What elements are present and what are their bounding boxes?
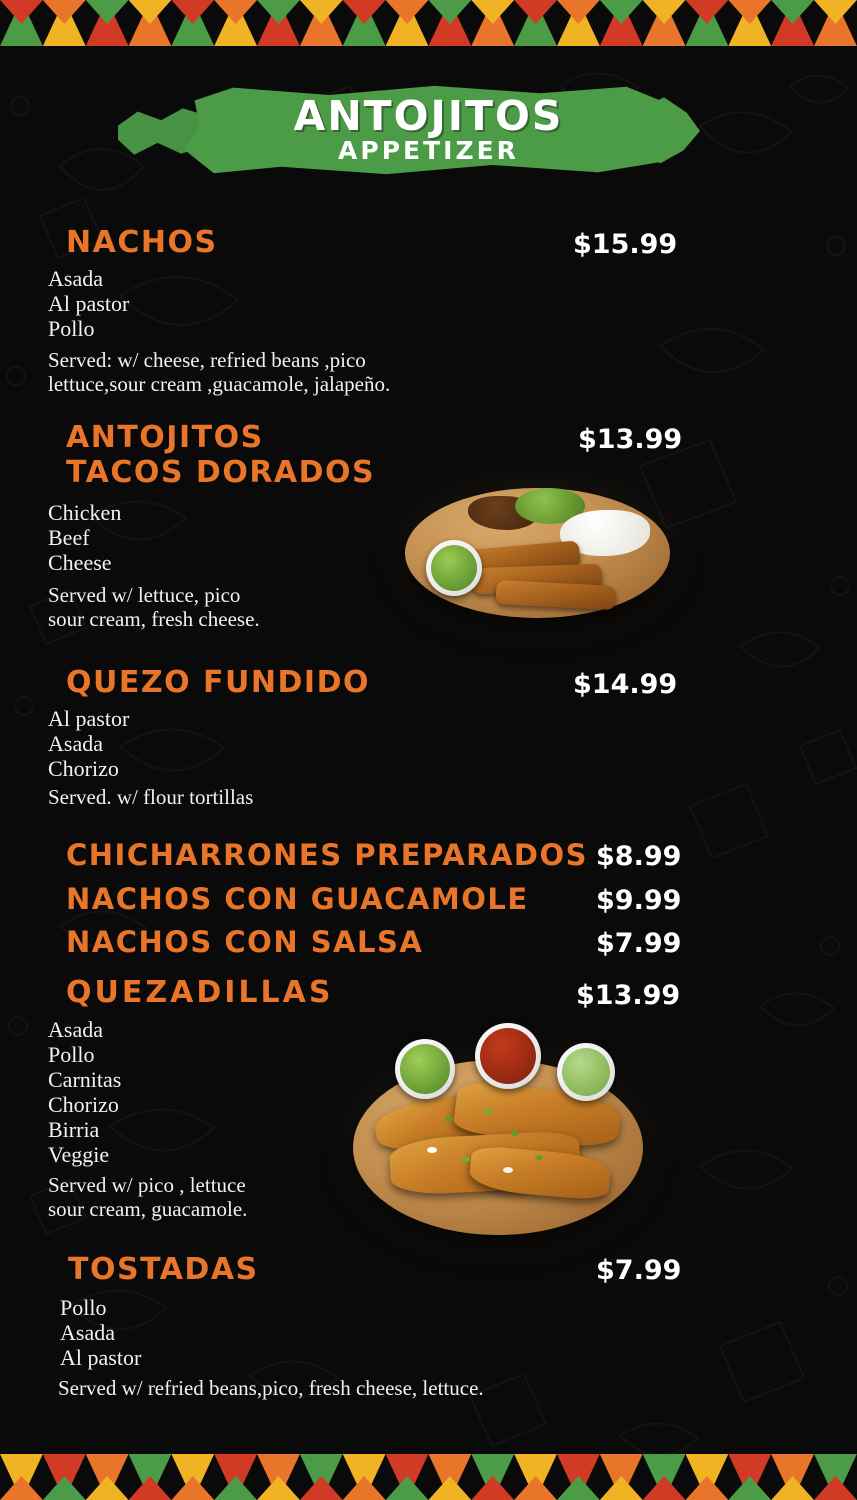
border-triangle <box>471 1476 514 1500</box>
item-option: Pollo <box>60 1295 107 1320</box>
border-triangle <box>0 0 43 24</box>
item-served-note: Served: w/ cheese, refried beans ,pico <box>48 348 366 372</box>
border-triangle <box>300 1476 343 1500</box>
border-triangle <box>386 0 429 24</box>
border-triangle <box>643 1476 686 1500</box>
border-triangle <box>171 1476 214 1500</box>
border-triangle <box>600 0 643 24</box>
border-triangle <box>428 0 471 24</box>
item-name: NACHOS CON SALSA <box>66 925 424 959</box>
item-option: Beef <box>48 525 90 550</box>
item-name: TOSTADAS <box>68 1252 259 1287</box>
menu-item-nachos[interactable] <box>48 225 808 396</box>
item-option: Chorizo <box>48 1092 119 1117</box>
page-subtitle: APPETIZER <box>338 136 519 165</box>
item-name: QUEZO FUNDIDO <box>66 665 370 700</box>
border-triangle <box>43 0 86 24</box>
menu-item-chicharrones-preparados[interactable] <box>48 838 808 872</box>
item-option: Al pastor <box>48 706 130 731</box>
item-price: $7.99 <box>596 928 682 959</box>
item-price: $7.99 <box>596 1255 682 1286</box>
border-triangle <box>86 1476 129 1500</box>
item-name: NACHOS <box>66 225 218 260</box>
quesadillas-photo <box>335 1005 655 1255</box>
item-price: $8.99 <box>596 841 682 872</box>
border-triangle <box>557 0 600 24</box>
item-option: Cheese <box>48 550 112 575</box>
top-decorative-border <box>0 0 857 46</box>
tacos-dorados-photo <box>400 480 675 630</box>
item-served-note: Served w/ lettuce, pico <box>48 583 241 607</box>
item-option: Asada <box>48 1017 103 1042</box>
border-triangle <box>514 1476 557 1500</box>
border-triangle <box>643 0 686 24</box>
item-served-note: Served. w/ flour tortillas <box>48 785 254 809</box>
item-option: Asada <box>48 731 103 756</box>
item-price: $13.99 <box>578 424 683 455</box>
item-option: Al pastor <box>48 291 130 316</box>
item-name: ANTOJITOS <box>66 420 264 455</box>
border-triangle <box>386 1476 429 1500</box>
page-header-banner <box>0 78 857 188</box>
border-triangle <box>728 1476 771 1500</box>
border-triangle <box>771 1476 814 1500</box>
item-name: CHICHARRONES PREPARADOS <box>66 838 589 872</box>
border-triangle <box>686 1476 729 1500</box>
item-option: Chorizo <box>48 756 119 781</box>
item-price: $14.99 <box>573 669 678 700</box>
item-option: Carnitas <box>48 1067 122 1092</box>
item-option: Al pastor <box>60 1345 142 1370</box>
item-served-note: lettuce,sour cream ,guacamole, jalapeño. <box>48 372 391 396</box>
item-served-note: Served w/ pico , lettuce <box>48 1173 246 1197</box>
item-price: $15.99 <box>573 229 678 260</box>
border-triangle <box>129 0 172 24</box>
item-name: NACHOS CON GUACAMOLE <box>66 882 529 916</box>
item-option: Pollo <box>48 1042 95 1067</box>
item-option: Veggie <box>48 1142 110 1167</box>
item-option: Asada <box>60 1320 115 1345</box>
menu-item-tostadas[interactable] <box>48 1252 808 1400</box>
border-triangle <box>600 1476 643 1500</box>
bottom-decorative-border <box>0 1454 857 1500</box>
item-price: $9.99 <box>596 885 682 916</box>
border-triangle <box>686 0 729 24</box>
border-triangle <box>343 0 386 24</box>
border-triangle <box>214 1476 257 1500</box>
border-triangle <box>257 0 300 24</box>
menu-item-nachos-con-salsa[interactable] <box>48 925 808 959</box>
item-name-secondary: TACOS DORADOS <box>66 455 376 490</box>
item-option: Chicken <box>48 500 122 525</box>
border-triangle <box>86 0 129 24</box>
border-triangle <box>0 1476 43 1500</box>
item-served-note: sour cream, guacamole. <box>48 1197 248 1221</box>
border-triangle <box>343 1476 386 1500</box>
border-triangle <box>300 0 343 24</box>
item-option: Pollo <box>48 316 95 341</box>
border-triangle <box>814 1476 857 1500</box>
page-title: ANTOJITOS <box>293 92 564 140</box>
border-triangle <box>814 0 857 24</box>
border-triangle <box>514 0 557 24</box>
item-name: QUEZADILLAS <box>66 975 334 1010</box>
border-triangle <box>471 0 514 24</box>
item-price: $13.99 <box>576 980 681 1011</box>
menu-item-nachos-con-guacamole[interactable] <box>48 882 808 916</box>
border-triangle <box>257 1476 300 1500</box>
item-option: Birria <box>48 1117 100 1142</box>
border-triangle <box>171 0 214 24</box>
item-option: Asada <box>48 266 103 291</box>
border-triangle <box>557 1476 600 1500</box>
border-triangle <box>129 1476 172 1500</box>
item-served-note: sour cream, fresh cheese. <box>48 607 260 631</box>
border-triangle <box>771 0 814 24</box>
border-triangle <box>214 0 257 24</box>
border-triangle <box>428 1476 471 1500</box>
border-triangle <box>728 0 771 24</box>
border-triangle <box>43 1476 86 1500</box>
item-served-note: Served w/ refried beans,pico, fresh cheese, lettuce. <box>58 1376 484 1400</box>
menu-item-quezo-fundido[interactable] <box>48 665 808 809</box>
